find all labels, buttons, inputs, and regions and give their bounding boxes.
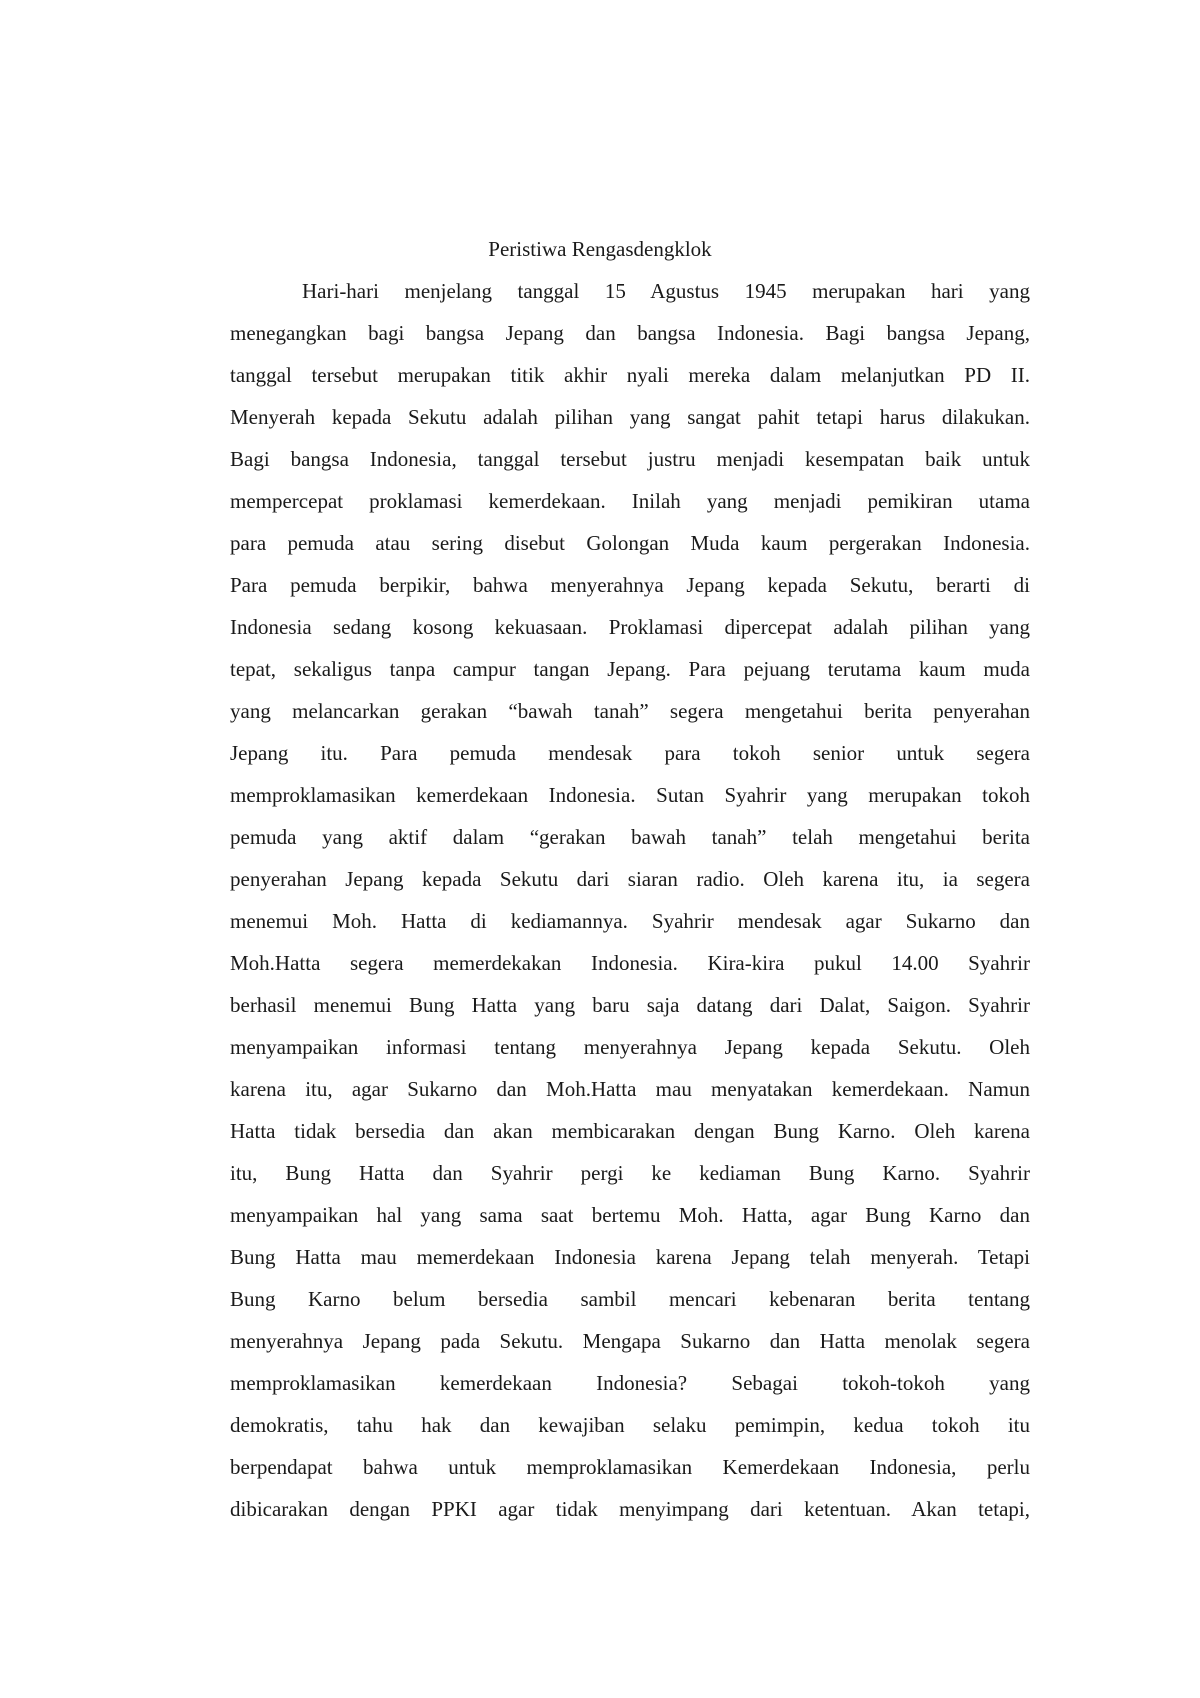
paragraph-line: Jepang itu. Para pemuda mendesak para tokoh senior untuk segera [230,741,1030,765]
paragraph-line: karena itu, agar Sukarno dan Moh.Hatta mau menyatakan kemerdekaan. Namun [230,1077,1030,1101]
paragraph-line: Hari-hari menjelang tanggal 15 Agustus 1945 merupakan hari yang [302,279,1030,303]
paragraph-line: Hatta tidak bersedia dan akan membicarakan dengan Bung Karno. Oleh karena [230,1119,1030,1143]
paragraph-line: Bung Hatta mau memerdekaan Indonesia karena Jepang telah menyerah. Tetapi [230,1245,1030,1269]
paragraph-line: berpendapat bahwa untuk memproklamasikan Kemerdekaan Indonesia, perlu [230,1455,1030,1479]
paragraph-line: menegangkan bagi bangsa Jepang dan bangsa Indonesia. Bagi bangsa Jepang, [230,321,1030,345]
paragraph-line: penyerahan Jepang kepada Sekutu dari siaran radio. Oleh karena itu, ia segera [230,867,1030,891]
paragraph-line: tanggal tersebut merupakan titik akhir nyali mereka dalam melanjutkan PD II. [230,363,1030,387]
paragraph-line: Menyerah kepada Sekutu adalah pilihan yang sangat pahit tetapi harus dilakukan. [230,405,1030,429]
paragraph-line: Para pemuda berpikir, bahwa menyerahnya Jepang kepada Sekutu, berarti di [230,573,1030,597]
paragraph-line: memproklamasikan kemerdekaan Indonesia? Sebagai tokoh-tokoh yang [230,1371,1030,1395]
paragraph-line: yang melancarkan gerakan “bawah tanah” segera mengetahui berita penyerahan [230,699,1030,723]
paragraph-line: itu, Bung Hatta dan Syahrir pergi ke kediaman Bung Karno. Syahrir [230,1161,1030,1185]
document-title: Peristiwa Rengasdengklok [488,237,712,261]
paragraph-line: menemui Moh. Hatta di kediamannya. Syahrir mendesak agar Sukarno dan [230,909,1030,933]
paragraph-line: mempercepat proklamasi kemerdekaan. Inilah yang menjadi pemikiran utama [230,489,1030,513]
paragraph-line: memproklamasikan kemerdekaan Indonesia. Sutan Syahrir yang merupakan tokoh [230,783,1030,807]
paragraph-line: Bagi bangsa Indonesia, tanggal tersebut justru menjadi kesempatan baik untuk [230,447,1030,471]
paragraph-line: demokratis, tahu hak dan kewajiban selaku pemimpin, kedua tokoh itu [230,1413,1030,1437]
paragraph-line: dibicarakan dengan PPKI agar tidak menyimpang dari ketentuan. Akan tetapi, [230,1497,1030,1521]
paragraph-line: tepat, sekaligus tanpa campur tangan Jepang. Para pejuang terutama kaum muda [230,657,1030,681]
document-paragraph [230,270,1030,1530]
paragraph-line: Indonesia sedang kosong kekuasaan. Proklamasi dipercepat adalah pilihan yang [230,615,1030,639]
paragraph-line: menyampaikan informasi tentang menyerahnya Jepang kepada Sekutu. Oleh [230,1035,1030,1059]
paragraph-line: menyampaikan hal yang sama saat bertemu Moh. Hatta, agar Bung Karno dan [230,1203,1030,1227]
paragraph-line: pemuda yang aktif dalam “gerakan bawah tanah” telah mengetahui berita [230,825,1030,849]
paragraph-line: para pemuda atau sering disebut Golongan Muda kaum pergerakan Indonesia. [230,531,1030,555]
paragraph-line: menyerahnya Jepang pada Sekutu. Mengapa Sukarno dan Hatta menolak segera [230,1329,1030,1353]
paragraph-line: Bung Karno belum bersedia sambil mencari kebenaran berita tentang [230,1287,1030,1311]
paragraph-line: berhasil menemui Bung Hatta yang baru saja datang dari Dalat, Saigon. Syahrir [230,993,1030,1017]
paragraph-line: Moh.Hatta segera memerdekakan Indonesia. Kira-kira pukul 14.00 Syahrir [230,951,1030,975]
